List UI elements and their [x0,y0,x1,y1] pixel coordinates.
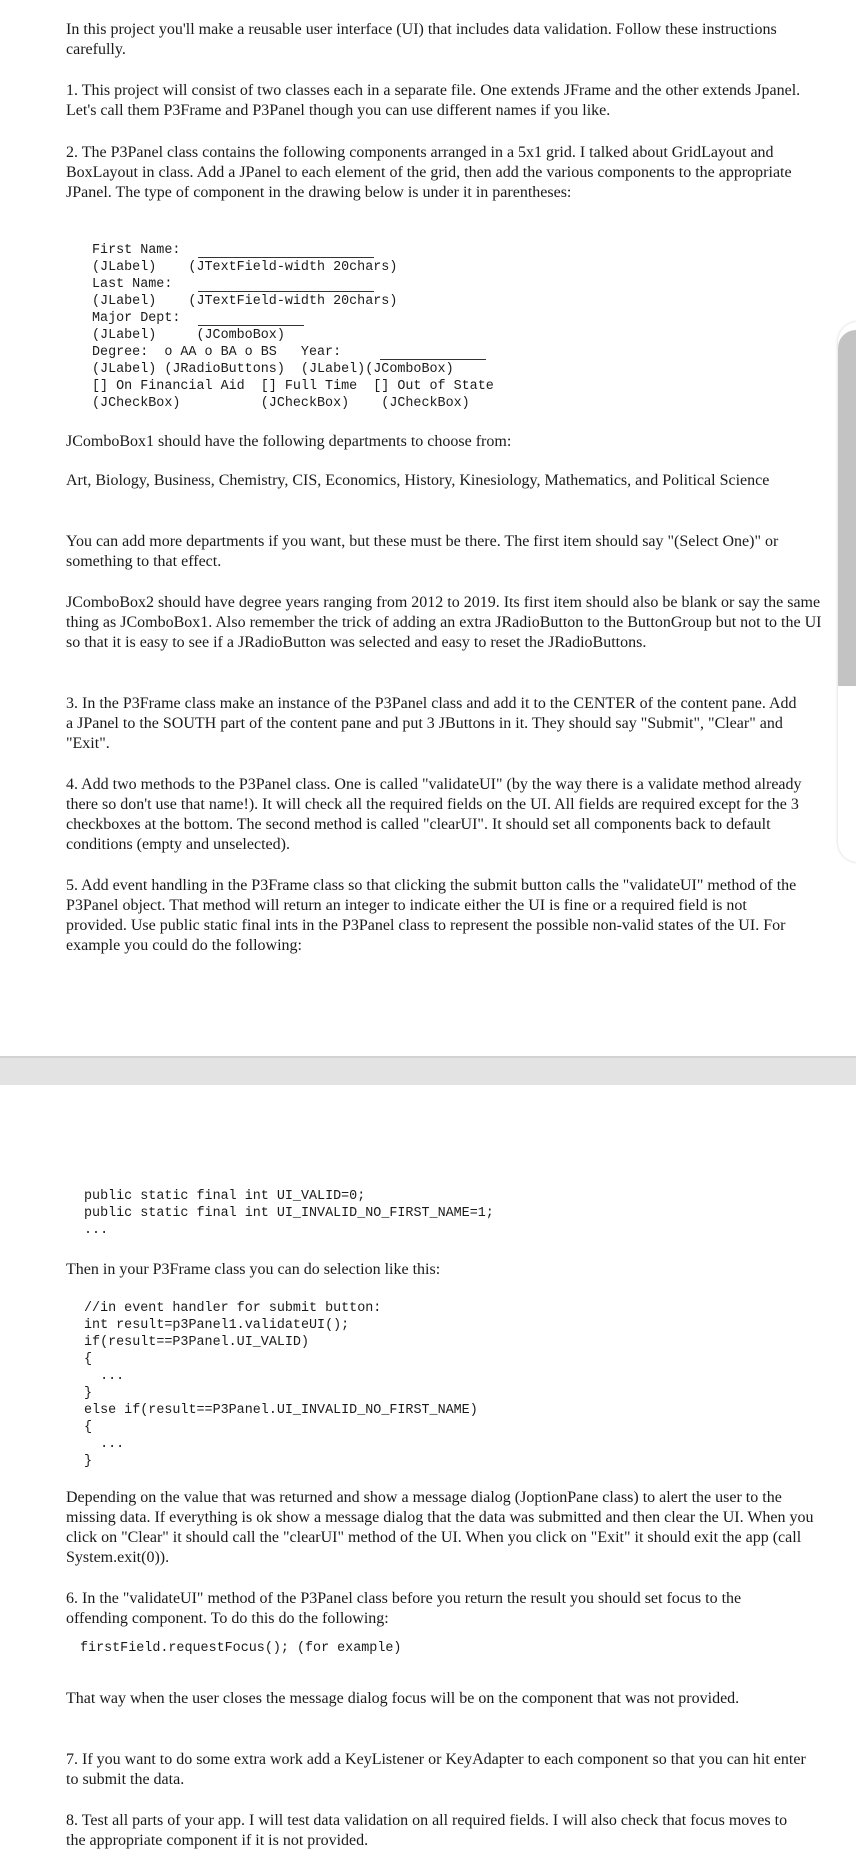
that-way-paragraph: That way when the user closes the message dialog focus will be on the component that was not provided. [66,1690,740,1707]
step-1-paragraph: 1. This project will consist of two classes each in a separate file. One extends JFrame and the other extends Jpanel. Let's call them P3Frame and P3Panel though you can use different names if you like. [66,82,801,119]
code-line: public static final int UI_INVALID_NO_FIRST_NAME=1; [84,1206,494,1221]
diagram-line: Degree: o AA o BA o BS Year: [92,345,342,360]
first-name-field-underline [198,257,374,258]
step-6-paragraph: 6. In the "validateUI" method of the P3Panel class before you return the result you should set focus to the offending component. To do this do the following: [66,1590,742,1627]
code-line: ... [84,1223,109,1238]
diagram-line: First Name: [92,243,181,258]
more-departments-paragraph: You can add more departments if you want, but these must be there. The first item should say "(Select One)" or something to that effect. [66,533,779,570]
code-line: } [84,1454,93,1469]
code-line: public static final int UI_VALID=0; [84,1189,366,1204]
diagram-line: (JLabel) (JTextField-width 20chars) [92,260,398,275]
then-paragraph: Then in your P3Frame class you can do selection like this: [66,1261,441,1278]
diagram-line: Major Dept: [92,311,181,326]
code-line: ... [84,1369,125,1384]
year-combo-underline [380,359,486,360]
last-name-field-underline [198,291,374,292]
step-7-paragraph: 7. If you want to do some extra work add a KeyListener or KeyAdapter to each component so that you can hit enter to submit the data. [66,1751,806,1788]
code-line: { [84,1352,93,1367]
major-combo-underline [198,325,304,326]
intro-paragraph: In this project you'll make a reusable user interface (UI) that includes data validation. Follow these instructions carefully. [66,21,777,58]
code-line: if(result==P3Panel.UI_VALID) [84,1335,309,1350]
depending-paragraph: Depending on the value that was returned and show a message dialog (JoptionPane class) to alert the user to the missing data. If everything is ok show a message dialog that the data was submitted and then clear the UI. When you click on "Clear" it should call the "clearUI" method of the UI. When you click on "Exit" it should exit the app (call System.exit(0)). [66,1489,814,1566]
code-line: } [84,1386,93,1401]
diagram-line: (JLabel) (JComboBox) [92,328,285,343]
code-line: { [84,1420,93,1435]
code-line: else if(result==P3Panel.UI_INVALID_NO_FIRST_NAME) [84,1403,478,1418]
document-page-2 [0,1085,856,1871]
code-line: int result=p3Panel1.validateUI(); [84,1318,350,1333]
step-8-paragraph: 8. Test all parts of your app. I will test data validation on all required fields. I will also check that focus moves to the appropriate component if it is not provided. [66,1812,788,1849]
departments-list: Art, Biology, Business, Chemistry, CIS, Economics, History, Kinesiology, Mathematics, and Political Science [66,472,770,489]
focus-code-line: firstField.requestFocus(); (for example) [80,1641,402,1656]
code-line: ... [84,1437,125,1452]
step-4-paragraph: 4. Add two methods to the P3Panel class. One is called "validateUI" (by the way there is a validate method already there so don't use that name!). It will check all the required fields on the UI. All fields are required except for the 3 checkboxes at the bottom. The second method is called "clearUI". It should set all components back to default conditions (empty and unselected). [66,776,802,853]
diagram-line: (JLabel) (JRadioButtons) (JLabel)(JComboBox) [92,362,454,377]
combo1-heading: JComboBox1 should have the following departments to choose from: [66,433,512,450]
page-separator [0,1058,856,1085]
diagram-line: [] On Financial Aid [] Full Time [] Out of State [92,379,494,394]
diagram-line: (JLabel) (JTextField-width 20chars) [92,294,398,309]
combo2-paragraph: JComboBox2 should have degree years ranging from 2012 to 2019. Its first item should also be blank or say the same thing as JComboBox1. Also remember the trick of adding an extra JRadioButton to the ButtonGroup but not to the UI so that it is easy to see if a JRadioButton was selected and easy to reset the JRadioButtons. [66,594,822,651]
step-2-paragraph: 2. The P3Panel class contains the following components arranged in a 5x1 grid. I talked about GridLayout and BoxLayout in class. Add a JPanel to each element of the grid, then add the various components to the appropriate JPanel. The type of component in the drawing below is under it in parentheses: [66,144,792,201]
step-3-paragraph: 3. In the P3Frame class make an instance of the P3Panel class and add it to the CENTER of the content pane. Add a JPanel to the SOUTH part of the content pane and put 3 JButtons in it. They should say "Submit", "Clear" and "Exit". [66,695,797,752]
diagram-line: (JCheckBox) (JCheckBox) (JCheckBox) [92,396,470,411]
diagram-line: Last Name: [92,277,173,292]
side-panel-scroll-indicator [838,330,856,686]
step-5-paragraph: 5. Add event handling in the P3Frame class so that clicking the submit button calls the "validateUI" method of the P3Panel object. That method will return an integer to indicate either the UI is fine or a required field is not provided. Use public static final ints in the P3Panel class to represent the possible non-valid states of the UI. For example you could do the following: [66,877,797,954]
code-line: //in event handler for submit button: [84,1301,382,1316]
